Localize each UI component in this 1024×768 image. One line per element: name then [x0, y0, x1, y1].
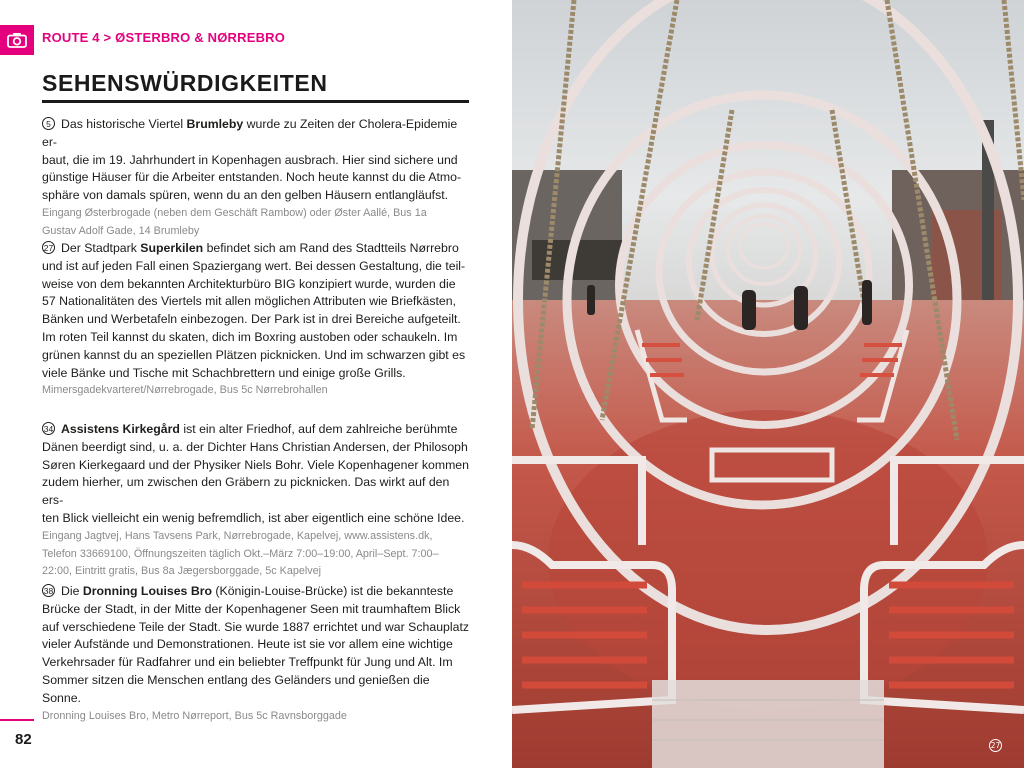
route-label: ROUTE 4 > ØSTERBRO & NØRREBRO [42, 30, 286, 45]
camera-icon [7, 32, 27, 48]
photo-number-badge: 27 [990, 741, 1001, 750]
entry-body [42, 421, 470, 528]
entry-text: wurde zu Zeiten der Cholera-Epidemie er- baut, die im 19. Jahrhundert in Kopenhagen ausbrach. Hier sind sichere und günstige Häuser für die Arbeiter entstanden. Noch heute kannst du die Atmo- sphäre von damals spüren, wenn du an den gelben Häusern entlangläufst. [42, 117, 462, 203]
number-marker: 27 [43, 243, 54, 253]
sight-name: Assistens Kirkegård [61, 422, 180, 436]
entry-body: 5 Das historische Viertel Brumleby wurde zu Zeiten der Cholera-Epidemie er- baut, die im 19. Jahrhundert in Kopenhagen ausbrach. Hier sind sichere und günstige Häuser für die Arbeiter entstanden. Noch heute kannst du die Atmo- sphäre von damals spüren, wenn du an den gelben Häusern entlangläufst. [42, 117, 462, 203]
swing-photo-illustration [512, 0, 1024, 768]
sight-name: Brumleby [186, 117, 244, 131]
entry-info: Mimersgadekvarteret/Nørrebrogade, Bus 5c Nørrebrohallen [42, 384, 328, 397]
number-marker: 34 [43, 424, 54, 434]
entry-text: (Königin-Louise-Brücke) ist die bekannteste Brücke der Stadt, in der Mitte der Kopenhagener Seen mit traumhaftem Blick auf verschiedene Teile der Stadt. Sie wurde 1887 errichtet und war Schauplatz vieler Aufstände und Demonstrationen. Heute ist sie vor allem eine wichtige Verkehrsader für Radfahrer und ein beliebter Treffpunkt für Jung und Alt. Im Sommer sitzen die Menschen entlang des Geländers und genießen die Sonne. [42, 584, 470, 705]
number-marker: 5 [42, 117, 55, 130]
page-number: 82 [15, 731, 32, 748]
sight-entry [42, 116, 470, 241]
page-number-rule [0, 719, 34, 721]
entry-body: 38 Die Dronning Louises Bro (Königin-Louise-Brücke) ist die bekannteste Brücke der Stadt, in der Mitte der Kopenhagener Seen mit traumhaftem Blick auf verschiedene Teile der Stadt. Sie wurde 1887 errichtet und war Schauplatz vieler Aufstände und Demonstrationen. Heute ist sie vor allem eine wichtige Verkehrsader für Radfahrer und ein beliebter Treffpunkt für Jung und Alt. Im Sommer sitzen die Menschen entlang des Geländers und genießen die Sonne. [42, 584, 470, 705]
number-marker: 38 [43, 586, 54, 596]
entry-info: Dronning Louises Bro, Metro Nørreport, Bus 5c Ravnsborggade [42, 709, 347, 722]
page-heading: SEHENSWÜRDIGKEITEN [42, 70, 469, 103]
entry-body: 27 Der Stadtpark Superkilen befindet sich am Rand des Stadtteils Nørrebro und ist auf jeden Fall einen Spaziergang wert. Bei dessen Gestaltung, die teil- weise von dem bekannten Architekturbüro BIG konzipiert wurde, wurden die 57 Nationalitäten des Viertels mit allen möglichen Attributen wie Briefkästen, Bänken und Werbetafeln einbezogen. Der Park ist in drei Bereiche aufgeteilt. Im roten Teil kannst du skaten, dich im Boxring austoben oder schaukeln. Im grünen kannst du an speziellen Plätzen picknicken. Und im schwarzen gibt es viele Bänke und Tische mit Schachbrettern und einige große Grills. [42, 241, 466, 380]
sight-name: Superkilen [140, 241, 204, 255]
sight-entry [42, 240, 470, 400]
sight-name: Dronning Louises Bro [82, 584, 212, 598]
entry-info: Eingang Østerbrogade (neben dem Geschäft Rambow) oder Øster Aallé, Bus 1a Gustav Adolf Gade, 14 Brumleby [42, 206, 427, 237]
sight-entry [42, 583, 470, 725]
sight-entry [42, 421, 470, 581]
entry-info: Eingang Jagtvej, Hans Tavsens Park, Nørrebrogade, Kapelvej, www.assistens.dk, Telefon 33669100, Öffnungszeiten täglich Okt.–März 7:00–19:00, April–Sept. 7:00– 22:00, Eintritt gratis, Bus 8a Jægersborggade, 5c Kapelvej [42, 529, 439, 578]
swing-photo [512, 0, 1024, 768]
entry-text: befindet sich am Rand des Stadtteils Nørrebro und ist auf jeden Fall einen Spaziergang wert. Bei dessen Gestaltung, die teil- weise von dem bekannten Architekturbüro BIG konzipiert wurde, wurden die 57 Nationalitäten des Viertels mit allen möglichen Attributen wie Briefkästen, Bänken und Werbetafeln einbezogen. Der Park ist in drei Bereiche aufgeteilt. Im roten Teil kannst du skaten, dich im Boxring austoben oder schaukeln. Im grünen kannst du an speziellen Plätzen picknicken. Und im schwarzen gibt es viele Bänke und Tische mit Schachbrettern und einige große Grills. [42, 241, 466, 380]
camera-icon-box [0, 25, 34, 55]
entry-text: ist ein alter Friedhof, auf dem zahlreiche berühmte Dänen beerdigt sind, u. a. der Dichter Hans Christian Andersen, der Philosoph Søren Kierkegaard und der Physiker Niels Bohr. Viele Kopenhagener kommen zudem hierher, um zwischen den Gräbern zu picknicken. Das wirkt auf den ers- ten Blick vielleicht ein wenig befremdlich, ist aber eigentlich eine schöne Idee. [42, 422, 469, 525]
